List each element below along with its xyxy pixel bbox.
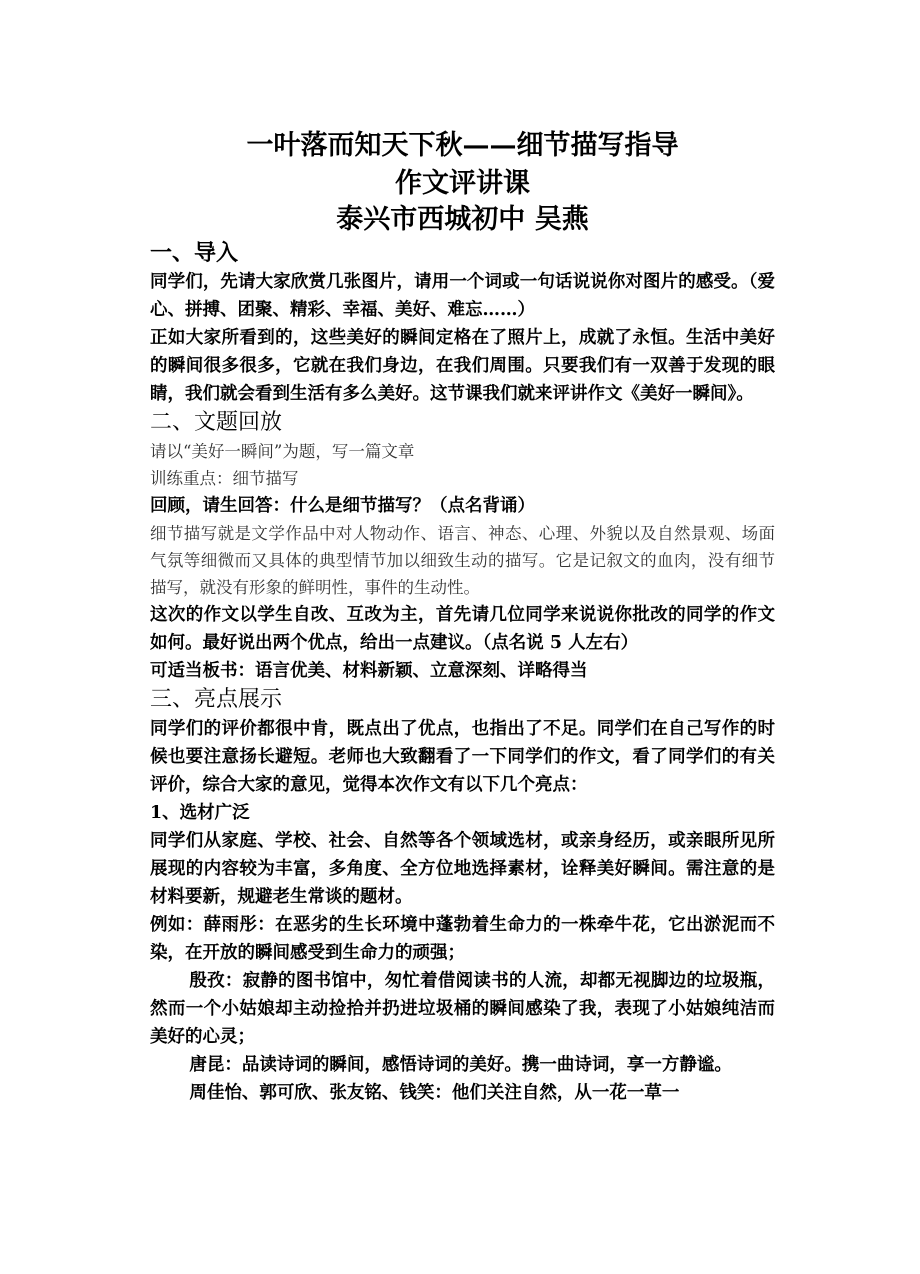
- subheading: 1、选材广泛: [150, 803, 250, 823]
- paragraph: 正如大家所看到的，这些美好的瞬间定格在了照片上，成就了永恒。生活中美好的瞬间很多很多，它就在我们身边，在我们周围。只要我们有一双善于发现的眼睛，我们就会看到生活有多么美好。这节课我们就来评讲作文《美好一瞬间》。: [150, 328, 775, 404]
- paragraph: 同学们从家庭、学校、社会、自然等各个领域选材，或亲身经历，或亲眼所见所展现的内容较为丰富，多角度、全方位地选择素材，诠释美好瞬间。需注意的是材料要新，规避老生常谈的题材。: [150, 831, 775, 907]
- paragraph: 同学们的评价都很中肯，既点出了优点，也指出了不足。同学们在自己写作的时候也要注意扬长避短。老师也大致翻看了一下同学们的作文，看了同学们的有关评价，综合大家的意见，觉得本次作文有以下几个亮点：: [150, 719, 775, 795]
- paragraph: 这次的作文以学生自改、互改为主，首先请几位同学来说说你批改的同学的作文如何。最好说出两个优点，给出一点建议。（点名说 5 人左右）: [150, 605, 775, 653]
- paragraph: 训练重点：细节描写: [150, 469, 299, 488]
- paragraph: 同学们，先请大家欣赏几张图片，请用一个词或一句话说说你对图片的感受。（爱心、拼搏、团聚、精彩、幸福、美好、难忘……）: [150, 272, 775, 320]
- paragraph: 唐昆：品读诗词的瞬间，感悟诗词的美好。携一曲诗词，享一方静谧。: [189, 1055, 732, 1075]
- section-heading-intro: 一、导入: [150, 240, 239, 266]
- paragraph: 例如：薛雨彤：在恶劣的生长环境中蓬勃着生命力的一株牵牛花，它出淤泥而不染，在开放的瞬间感受到生命力的顽强；: [150, 915, 775, 963]
- document-page: [150, 128, 775, 1107]
- paragraph: 细节描写就是文学作品中对人物动作、语言、神态、心理、外貌以及自然景观、场面气氛等细微而又具体的典型情节加以细致生动的描写。它是记叙文的血肉，没有细节描写，就没有形象的鲜明性，事件的生动性。: [150, 524, 775, 597]
- paragraph: 周佳怡、郭可欣、张友铭、钱笑：他们关注自然，从一花一草一: [189, 1083, 680, 1103]
- paragraph: 请以“美好一瞬间”为题，写一篇文章: [150, 442, 415, 461]
- paragraph: 回顾，请生回答：什么是细节描写？（点名背诵）: [150, 496, 535, 516]
- paragraph: 可适当板书：语言优美、材料新颖、立意深刻、详略得当: [150, 661, 588, 681]
- section-heading-highlights: 三、亮点展示: [150, 687, 283, 712]
- document-author: 泰兴市西城初中 吴燕: [336, 204, 589, 235]
- section-heading-topic: 二、文题回放: [150, 410, 283, 435]
- document-title: 一叶落而知天下秋——细节描写指导: [246, 130, 679, 161]
- document-subtitle: 作文评讲课: [395, 168, 530, 199]
- paragraph: 殷孜：寂静的图书馆中，匆忙着借阅读书的人流，却都无视脚边的垃圾瓶，然而一个小姑娘却主动捡拾并扔进垃圾桶的瞬间感染了我，表现了小姑娘纯洁而美好的心灵；: [150, 971, 775, 1047]
